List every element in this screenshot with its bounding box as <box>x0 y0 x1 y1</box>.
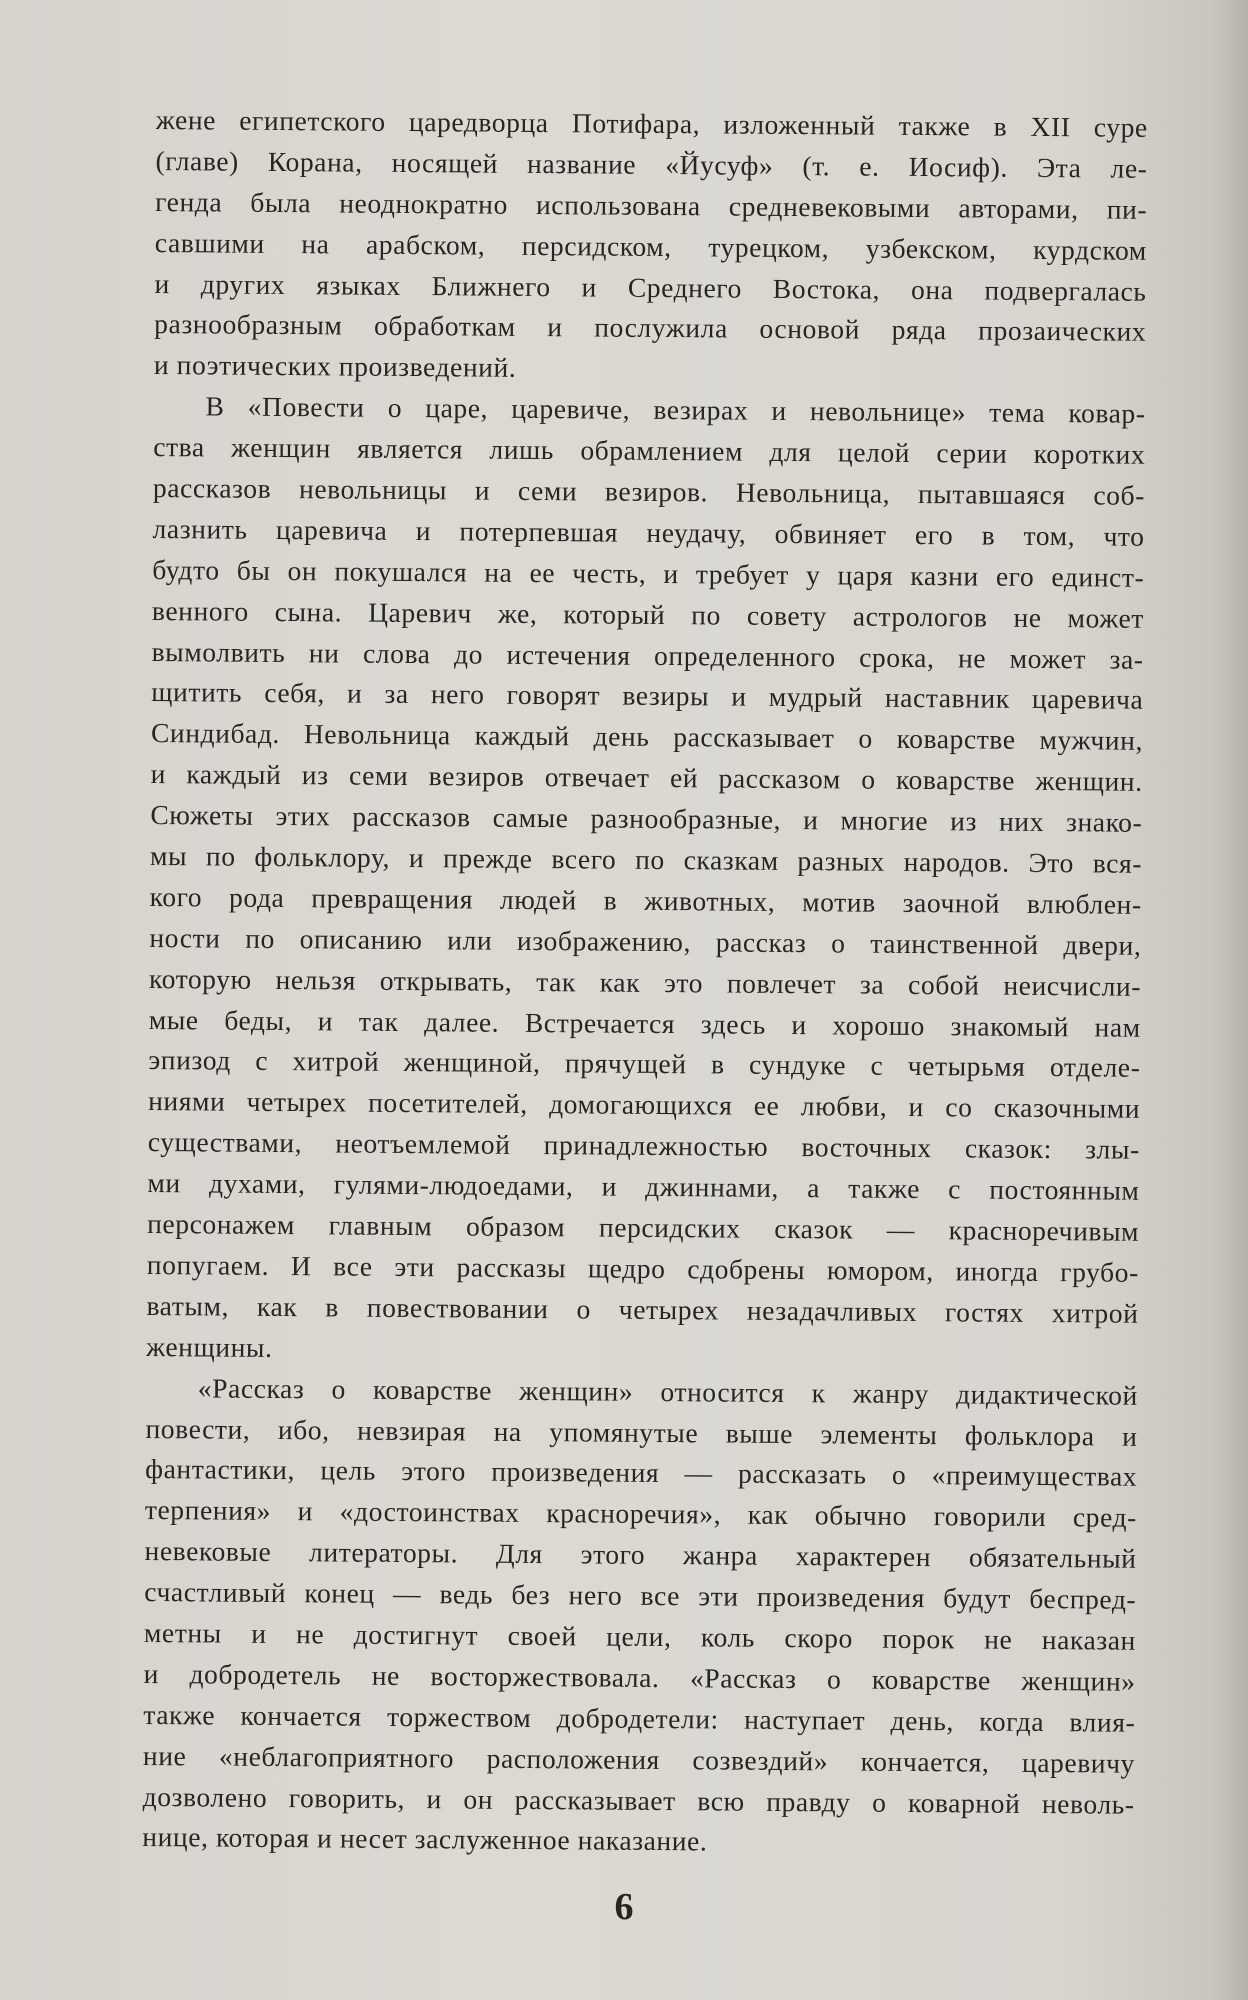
text-line: терпения» и «достоинствах красноречия», как обычно говорили сред- <box>144 1494 1138 1534</box>
text-line: невековые литераторы. Для этого жанра характерен обязательный <box>144 1535 1137 1574</box>
text-line: ми духами, гулями-людоедами, и джиннами, а также с постоянным <box>147 1167 1140 1206</box>
text-line: существами, неотъемлемой принадлежностью восточных сказок: злы- <box>147 1126 1140 1166</box>
text-line: ства женщин является лишь обрамлением для целой серии коротких <box>153 431 1146 470</box>
page-body-text <box>142 100 1148 1866</box>
text-line: дозволено говорить, и он рассказывает всю правду о коварной неволь- <box>142 1780 1135 1820</box>
text-line: В «Повести о царе, царевиче, везирах и невольнице» тема ковар- <box>205 390 1146 430</box>
text-line: попугаем. И все эти рассказы щедро сдобрены юмором, иногда грубо- <box>146 1248 1139 1288</box>
text-line: и каждый из семи везиров отвечает ей рассказом о коварстве женщин. <box>150 758 1143 798</box>
text-line: мы по фольклору, и прежде всего по сказкам разных народов. Это вся- <box>149 840 1143 879</box>
text-line: мые беды, и так далее. Встречается здесь и хорошо знакомый нам <box>148 1003 1141 1043</box>
text-line: ности по описанию или изображению, рассказ о таинственной двери, <box>149 921 1142 961</box>
text-line: ние «неблагоприятного расположения созвездий» кончается, царевичу <box>142 1739 1136 1779</box>
text-line: и поэтических произведений. <box>153 349 517 384</box>
text-line: савшими на арабском, персидском, турецком, узбекском, курдском <box>154 226 1147 266</box>
text-line: щитить себя, и за него говорят везиры и мудрый наставник царевича <box>151 676 1144 716</box>
text-line: женщины. <box>146 1330 273 1363</box>
text-line: лазнить царевича и потерпевшая неудачу, обвиняет его в том, что <box>152 512 1145 552</box>
text-line: кого рода превращения людей в животных, мотив заочной влюблен- <box>149 880 1142 920</box>
paragraph <box>154 100 1148 394</box>
text-line: (главе) Корана, носящей название «Йусуф» (т. е. Иосиф). Эта ле- <box>155 144 1148 184</box>
text-line: нице, которая и несет заслуженное наказание. <box>142 1821 708 1857</box>
text-line: повести, ибо, невзирая на упомянутые выше элементы фольклора и <box>145 1412 1138 1452</box>
text-line: счастливый конец — ведь без него все эти произведения будут беспред- <box>144 1576 1137 1615</box>
text-line: «Рассказ о коварстве женщин» относится к жанру дидактической <box>197 1371 1138 1411</box>
text-line: рассказов невольницы и семи везиров. Невольница, пытавшаяся соб- <box>152 472 1146 511</box>
text-line: будто бы он покушался на ее честь, и требует у царя казни его единст- <box>152 553 1145 593</box>
text-line: ватым, как в повествовании о четырех незадачливых гостях хитрой <box>146 1289 1139 1329</box>
text-line: фантастики, цель этого произведения — рассказать о «преимуществах <box>145 1453 1138 1493</box>
paragraph <box>146 386 1146 1375</box>
paragraph <box>142 1368 1138 1866</box>
text-line: жене египетского царедворца Потифара, изложенный также в XII суре <box>155 103 1148 143</box>
text-line: также кончается торжеством добродетели: наступает день, когда влия- <box>143 1698 1136 1738</box>
text-line: Сюжеты этих рассказов самые разнообразные, и многие из них знако- <box>150 799 1143 838</box>
text-line: венного сына. Царевич же, который по совету астрологов не может <box>151 594 1145 634</box>
text-line: метны и не достигнут своей цели, коль скоро порок не наказан <box>143 1616 1137 1656</box>
text-line: ниями четырех посетителей, домогающихся ее любви, и со сказочными <box>148 1085 1141 1125</box>
text-line: разнообразным обработкам и послужила основой ряда прозаических <box>154 308 1147 348</box>
text-line: которую нельзя открывать, так как это повлечет за собой неисчисли- <box>148 962 1142 1002</box>
text-line: и других языках Ближнего и Среднего Востока, она подвергалась <box>154 267 1147 307</box>
text-line: генда была неоднократно использована средневековыми авторами, пи- <box>155 185 1148 225</box>
text-line: и добродетель не восторжествовала. «Рассказ о коварстве женщин» <box>143 1657 1136 1697</box>
text-line: вымолвить ни слова до истечения определенного срока, не может за- <box>151 635 1144 675</box>
page-number: 6 <box>614 1886 634 1928</box>
text-line: Синдибад. Невольница каждый день рассказывает о коварстве мужчин, <box>150 717 1144 757</box>
text-line: персонажем главным образом персидских сказок — красноречивым <box>147 1208 1140 1247</box>
text-line: эпизод с хитрой женщиной, прячущей в сундуке с четырьмя отделе- <box>148 1044 1141 1084</box>
